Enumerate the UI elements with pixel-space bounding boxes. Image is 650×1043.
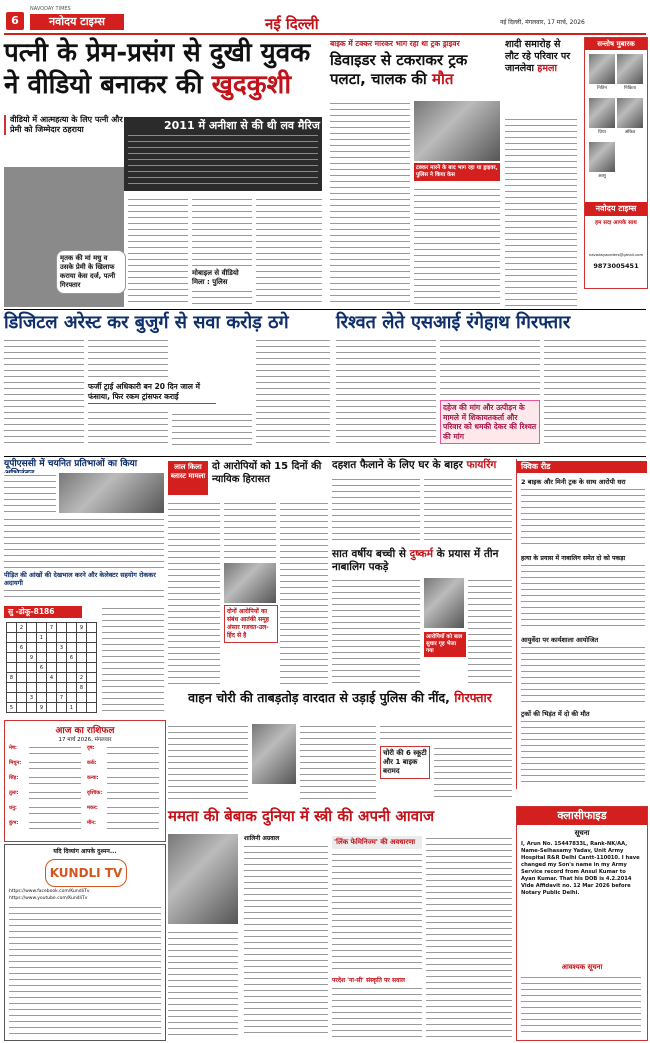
small-brand: NAVODAY TIMES xyxy=(30,6,71,12)
sudoku-cell xyxy=(17,703,27,713)
story-text-2 xyxy=(4,517,164,569)
story-text xyxy=(4,473,56,513)
sudoku-cell: 9 xyxy=(37,703,47,713)
story-text-4 xyxy=(426,836,512,1037)
classified-title: क्लासीफाइड xyxy=(517,807,647,825)
photo-caption: टक्कर मारने के बाद भाग रहा था ड्राइवर, पुलिस ने किया केस xyxy=(414,163,500,181)
person-photo-3 xyxy=(589,98,615,128)
sudoku-cell xyxy=(7,653,17,663)
sudoku-cell xyxy=(67,683,77,693)
highlight-box: दहेज की मांग और उत्पीड़न के मामले में शिकायतकर्ता और परिवार को धमकी देकर की रिश्वत की मांग xyxy=(440,400,540,444)
sudoku-cell xyxy=(17,683,27,693)
sudoku-cell xyxy=(27,663,37,673)
sudoku-cell xyxy=(47,643,57,653)
headline-text-2: के प्रयास में तीन नाबालिग पकड़े xyxy=(332,548,499,573)
sudoku-cell xyxy=(67,673,77,683)
sudoku-box xyxy=(4,606,164,716)
ad-tag: यदि दिव्यांग आपके दुश्मन... xyxy=(53,848,117,855)
obit-title: सन्तोष मुबारक xyxy=(585,38,647,50)
person-name-3: प्रिया xyxy=(598,130,606,135)
sudoku-cell: 7 xyxy=(47,623,57,633)
headline: पीड़ित की आंखों की देखभाल करने और केलेक्टर सहयोग रोककर अदायगी xyxy=(4,571,156,587)
sudoku-cell: 9 xyxy=(27,653,37,663)
headline xyxy=(505,39,577,75)
sudoku-cell: 2 xyxy=(17,623,27,633)
headline-highlight: खुदकुशी xyxy=(211,70,292,100)
story-mamta xyxy=(168,806,512,1039)
story-text-2 xyxy=(414,187,500,307)
sudoku-cell xyxy=(57,623,67,633)
person-name-4: अंकित xyxy=(624,130,636,135)
headline xyxy=(332,459,512,472)
sudoku-cell xyxy=(17,653,27,663)
headline-highlight: हमला xyxy=(537,63,557,74)
sudoku-cell: 4 xyxy=(47,673,57,683)
sudoku-cell xyxy=(77,643,87,653)
story-text-4 xyxy=(172,412,252,448)
truck-photo xyxy=(414,101,500,161)
sudoku-cell xyxy=(27,673,37,683)
rashi-text xyxy=(107,805,159,818)
sudoku-cell xyxy=(47,633,57,643)
sudoku-cell xyxy=(37,683,47,693)
quick-read-title: क्विक रीड xyxy=(517,461,647,473)
headline-text: वाहन चोरी की ताबड़तोड़ वारदात से उड़ाई पुलिस की नींद, xyxy=(188,690,455,705)
quick-text-1 xyxy=(521,487,645,549)
ad-text xyxy=(9,905,161,1037)
story-text xyxy=(505,117,577,307)
sudoku-cell xyxy=(27,633,37,643)
pull-quote-2: मृतक की मां मधु व उसके प्रेमी के खिलाफ कराया केस दर्ज, पत्नी गिरफ्तार xyxy=(56,250,126,294)
story-text xyxy=(168,724,248,800)
masthead-rule xyxy=(4,33,646,35)
quick-text-2 xyxy=(521,563,645,629)
story-text-5 xyxy=(168,930,238,1037)
story-text-3 xyxy=(544,338,646,448)
sudoku-cell: 6 xyxy=(67,653,77,663)
date-line: नई दिल्ली, मंगलवार, 17 मार्च, 2026 xyxy=(500,19,585,26)
sudoku-cell xyxy=(7,623,17,633)
headline-highlight: गिरफ्तार xyxy=(454,690,492,705)
sudoku-cell: 5 xyxy=(7,703,17,713)
person-photo-1 xyxy=(589,54,615,84)
story-text-2 xyxy=(440,338,540,398)
sudoku-cell: 7 xyxy=(57,693,67,703)
rashi-text xyxy=(29,805,81,818)
rashifal-title: आज का राशिफल xyxy=(55,726,115,736)
sudoku-cell xyxy=(37,673,47,683)
story-minor-assault xyxy=(332,548,512,688)
headline: दो आरोपियों को 15 दिनों की न्यायिक हिरासत xyxy=(212,461,322,485)
sudoku-cell xyxy=(77,653,87,663)
headline: रिश्वत लेते एसआई रंगेहाथ गिरफ्तार xyxy=(336,312,571,333)
kicker: बाइक में टक्कर मारकर भाग रहा था ट्रक ड्राइवर xyxy=(330,39,460,48)
rashi-item: कन्या: xyxy=(87,775,99,781)
fort-photo xyxy=(224,563,276,603)
story-digital-arrest xyxy=(4,312,330,452)
person-name-2: निकिता xyxy=(623,86,636,91)
sudoku-cell: 1 xyxy=(37,633,47,643)
story-truck xyxy=(330,37,500,309)
subhead-body xyxy=(128,133,318,187)
sudoku-cell xyxy=(47,683,57,693)
headline: ममता की बेबाक दुनिया में स्त्री की अपनी आवाज xyxy=(168,807,435,825)
sudoku-cell xyxy=(7,633,17,643)
person-name-5: आशु xyxy=(598,174,606,179)
sudoku-cell: 3 xyxy=(57,643,67,653)
sudoku-cell xyxy=(27,643,37,653)
masthead xyxy=(0,0,650,34)
story-text-2 xyxy=(468,578,512,686)
headline-text: डिवाइडर से टकराकर ट्रक पलटा, चालक की xyxy=(330,51,468,88)
story-text xyxy=(330,101,410,307)
rashi-item: कर्क: xyxy=(87,760,97,766)
sudoku-grid xyxy=(6,622,97,713)
sudoku-cell xyxy=(47,693,57,703)
subhead: 'लिंक फेमिनिज्म' की अवधारणा xyxy=(332,836,422,849)
sudoku-cell xyxy=(77,663,87,673)
headline-highlight: दुष्कर्म xyxy=(409,548,434,560)
rashi-text xyxy=(29,745,81,758)
rashi-item: वृष: xyxy=(87,745,95,751)
sudoku-cell xyxy=(17,633,27,643)
classified-filler xyxy=(521,975,641,1037)
classified-text: I, Arun No. 15447833L, Rank-NK/AA, Name-Selhasamy Yadav, Unit Army Hospital R&R Delhi Cantt-110010. I have changed my Son's name in my Army Service record from Ansul Kumar to Ayan Kumar. That his DOB is 4.2.2014 Vide Affidavit no. 12 Mar 2026 before Notary Public Delhi. xyxy=(521,841,640,896)
sudoku-cell xyxy=(87,703,97,713)
rashi-text xyxy=(29,760,81,773)
sudoku-cell xyxy=(87,643,97,653)
sudoku-cell xyxy=(17,663,27,673)
headline-text: शादी समारोह से लौट रहे परिवार पर जानलेवा xyxy=(505,39,571,74)
sudoku-cell xyxy=(7,693,17,703)
story-firing xyxy=(332,459,512,543)
sudoku-cell xyxy=(27,623,37,633)
sudoku-cell xyxy=(57,663,67,673)
footer-brand: नवोदय टाइम्स xyxy=(585,202,647,216)
story-text-3 xyxy=(332,986,422,1037)
yt-link[interactable]: https://www.youtube.com/KundliTv xyxy=(9,896,88,901)
quick-read xyxy=(516,459,647,789)
sudoku-cell: 9 xyxy=(77,623,87,633)
story-upsc xyxy=(4,459,164,569)
sudoku-cell: 3 xyxy=(27,693,37,703)
story-text-2 xyxy=(224,501,276,561)
sudoku-cell: 8 xyxy=(7,673,17,683)
classified-box xyxy=(516,806,648,1041)
sudoku-cell xyxy=(47,663,57,673)
rashifal-box xyxy=(4,720,166,842)
headline: यूपीएससी में चयनित प्रतिभाओं का किया xyxy=(4,459,138,469)
sudoku-cell xyxy=(27,683,37,693)
sudoku-cell xyxy=(67,643,77,653)
sudoku-cell: 1 xyxy=(67,703,77,713)
story-text-3 xyxy=(192,289,252,307)
rashi-text xyxy=(107,790,159,803)
rashi-text xyxy=(29,820,81,833)
story-text xyxy=(332,578,420,686)
story-text-3 xyxy=(380,724,512,742)
quick-item-1: 2 बाइक और मिनी ट्रक के साथ आरोपी धरा xyxy=(521,478,626,486)
rashi-item: तुला: xyxy=(9,790,19,796)
rashi-item: मेष: xyxy=(9,745,17,751)
sudoku-cell xyxy=(67,633,77,643)
story-subhead-2: मोबाइल से वीडियो मिला : पुलिस xyxy=(192,269,239,286)
headline: डिजिटल अरेस्ट कर बुजुर्ग से सवा करोड़ ठगे xyxy=(4,312,289,333)
upsc-photo xyxy=(59,473,164,513)
sudoku-cell xyxy=(57,673,67,683)
sudoku-cell: 8 xyxy=(77,683,87,693)
headline xyxy=(332,548,512,574)
sudoku-cell: 6 xyxy=(17,643,27,653)
headline xyxy=(168,690,512,705)
story-text-2 xyxy=(88,338,168,378)
person-name-1: नितिन xyxy=(597,86,607,91)
kundli-ad xyxy=(4,844,166,1041)
story-text-2 xyxy=(192,197,252,267)
city-title: नई दिल्ली xyxy=(265,15,319,33)
sudoku-cell xyxy=(57,703,67,713)
headline-highlight: फायरिंग xyxy=(466,459,497,471)
footer-sub: हम सदा आपके साथ xyxy=(595,220,637,226)
pull-quote-1: वीडियो में आत्महत्या के लिए पत्नी और प्रेमी को जिम्मेदार ठहराया xyxy=(4,115,125,135)
sudoku-cell xyxy=(37,653,47,663)
headline xyxy=(4,37,324,101)
story-text xyxy=(332,477,420,541)
story-text-4 xyxy=(256,197,322,307)
footer-phone: 9873005451 xyxy=(593,262,639,270)
headline-text: दहशत फैलाने के लिए घर के बाहर xyxy=(332,459,467,471)
sudoku-cell xyxy=(87,673,97,683)
rashi-item: धनु: xyxy=(9,805,17,811)
obit-box xyxy=(584,37,648,289)
classified-extra: आवश्यक सूचना xyxy=(561,963,603,971)
sudoku-cell xyxy=(87,663,97,673)
rashi-text xyxy=(107,760,159,773)
rashi-item: मीन: xyxy=(87,820,97,826)
subhead: 2011 में अनीशा से की थी लव मैरिज xyxy=(164,119,320,132)
story-si-bribe xyxy=(336,312,646,452)
story-text-3 xyxy=(88,410,168,448)
sudoku-cell xyxy=(37,693,47,703)
story-wedding-attack xyxy=(505,37,580,309)
sudoku-cell xyxy=(17,673,27,683)
pull-quote: फर्जी ट्राई अधिकारी बन 20 दिन जाल में फंसाया, फिर रकम ट्रांसफर कराई xyxy=(88,382,216,404)
sudoku-cell xyxy=(37,623,47,633)
rashi-item: मकर: xyxy=(87,805,98,811)
sudoku-cell xyxy=(77,633,87,643)
sudoku-cell xyxy=(77,693,87,703)
story-text xyxy=(336,338,436,448)
sudoku-cell xyxy=(57,633,67,643)
story-text-2 xyxy=(332,852,422,972)
sudoku-cell xyxy=(7,643,17,653)
story-illustration xyxy=(424,578,464,628)
subhead-2: परदेश 'ना-सी' संस्कृति पर सवाल xyxy=(332,977,405,984)
rashi-item: कुंभ: xyxy=(9,820,19,826)
story-wife-affair xyxy=(4,37,324,309)
rashi-item: वृश्चिक: xyxy=(87,790,103,796)
sudoku-cell xyxy=(87,683,97,693)
rashi-text xyxy=(107,775,159,788)
story-text-2 xyxy=(424,477,512,541)
pull-quote: दोनों आरोपियों का संबंध आतंकी समूह अंसार गजवत-उल-हिंद से है xyxy=(224,605,278,643)
pull-quote: चोरी की 6 स्कूटी और 1 बाइक बरामद xyxy=(380,746,430,779)
classified-sub: सूचना xyxy=(574,829,590,837)
sudoku-cell xyxy=(67,693,77,703)
page-number: 6 xyxy=(6,12,24,30)
sudoku-cell xyxy=(47,703,57,713)
sudoku-cell xyxy=(87,633,97,643)
badge: लाल किला ब्लास्ट मामला xyxy=(168,461,208,495)
footer-email: navodayaorders@gmail.com xyxy=(588,252,644,257)
quick-text-4 xyxy=(521,719,645,785)
sudoku-cell: 2 xyxy=(77,673,87,683)
story-text xyxy=(244,844,328,1037)
story-text-5 xyxy=(256,338,330,448)
sudoku-cell xyxy=(57,683,67,693)
author-photo xyxy=(168,834,238,924)
rashi-text xyxy=(107,820,159,833)
sudoku-cell xyxy=(27,703,37,713)
ad-brand: KUNDLI TV xyxy=(45,859,127,887)
rashi-text xyxy=(29,790,81,803)
rashi-text xyxy=(107,745,159,758)
sudoku-cell xyxy=(77,703,87,713)
rashi-text xyxy=(29,775,81,788)
story-text-3 xyxy=(280,501,328,687)
headline xyxy=(330,51,500,89)
brand-logo: नवोदय टाइम्स xyxy=(30,14,124,30)
theft-photo xyxy=(252,724,296,784)
person-photo-4 xyxy=(617,98,643,128)
person-photo-2 xyxy=(617,54,643,84)
story-text-4 xyxy=(434,746,512,800)
story-red-fort xyxy=(168,459,328,689)
headline-text: पत्नी के प्रेम-प्रसंग से दुखी युवक ने वीडियो बनाकर की xyxy=(4,38,311,100)
story-police xyxy=(4,572,164,602)
column-rule xyxy=(4,456,646,457)
sudoku-cell xyxy=(37,643,47,653)
sudoku-cell: 6 xyxy=(37,663,47,673)
story-text xyxy=(128,197,188,307)
sudoku-cell xyxy=(87,693,97,703)
story-text xyxy=(168,501,220,687)
sudoku-cell xyxy=(57,653,67,663)
headline-highlight: मौत xyxy=(432,70,454,88)
column-rule xyxy=(4,309,646,310)
sudoku-cell xyxy=(87,623,97,633)
sudoku-cell xyxy=(7,683,17,693)
sudoku-title: सु -डोकू-8186 xyxy=(4,606,82,618)
byline: शालिनी अग्रवाल xyxy=(244,835,280,842)
fb-link[interactable]: https://www.facebook.com/KundliTv xyxy=(9,889,90,894)
person-photo-5 xyxy=(589,142,615,172)
sudoku-cell xyxy=(67,663,77,673)
headline-text: सात वर्षीय बच्ची से xyxy=(332,548,410,560)
sudoku-cell xyxy=(17,693,27,703)
story-text xyxy=(4,338,84,448)
quick-item-3: आयुर्वेदा पर कार्यशाला आयोजित xyxy=(521,636,599,644)
story-text-2 xyxy=(300,724,376,800)
story-vehicle-theft xyxy=(168,690,512,802)
sudoku-cell xyxy=(87,653,97,663)
rashifal-grid xyxy=(9,745,161,839)
sudoku-cell xyxy=(7,663,17,673)
quick-item-2: हत्या के प्रयास में नाबालिग समेत दो को पकड़ा xyxy=(521,555,626,562)
story-text xyxy=(4,588,164,602)
quick-item-4: ट्रकों की भिड़ंत में दो की मौत xyxy=(521,710,590,718)
sudoku-instructions xyxy=(102,606,164,716)
rashi-item: सिंह: xyxy=(9,775,19,781)
rashifal-date: 17 मार्च 2026, मंगलवार xyxy=(58,737,112,743)
rashi-item: मिथुन: xyxy=(9,760,22,766)
quick-text-3 xyxy=(521,645,645,703)
caption-box: आरोपियों को बाल सुधार गृह भेजा गया xyxy=(424,632,466,657)
sudoku-cell xyxy=(67,623,77,633)
sudoku-cell xyxy=(47,653,57,663)
